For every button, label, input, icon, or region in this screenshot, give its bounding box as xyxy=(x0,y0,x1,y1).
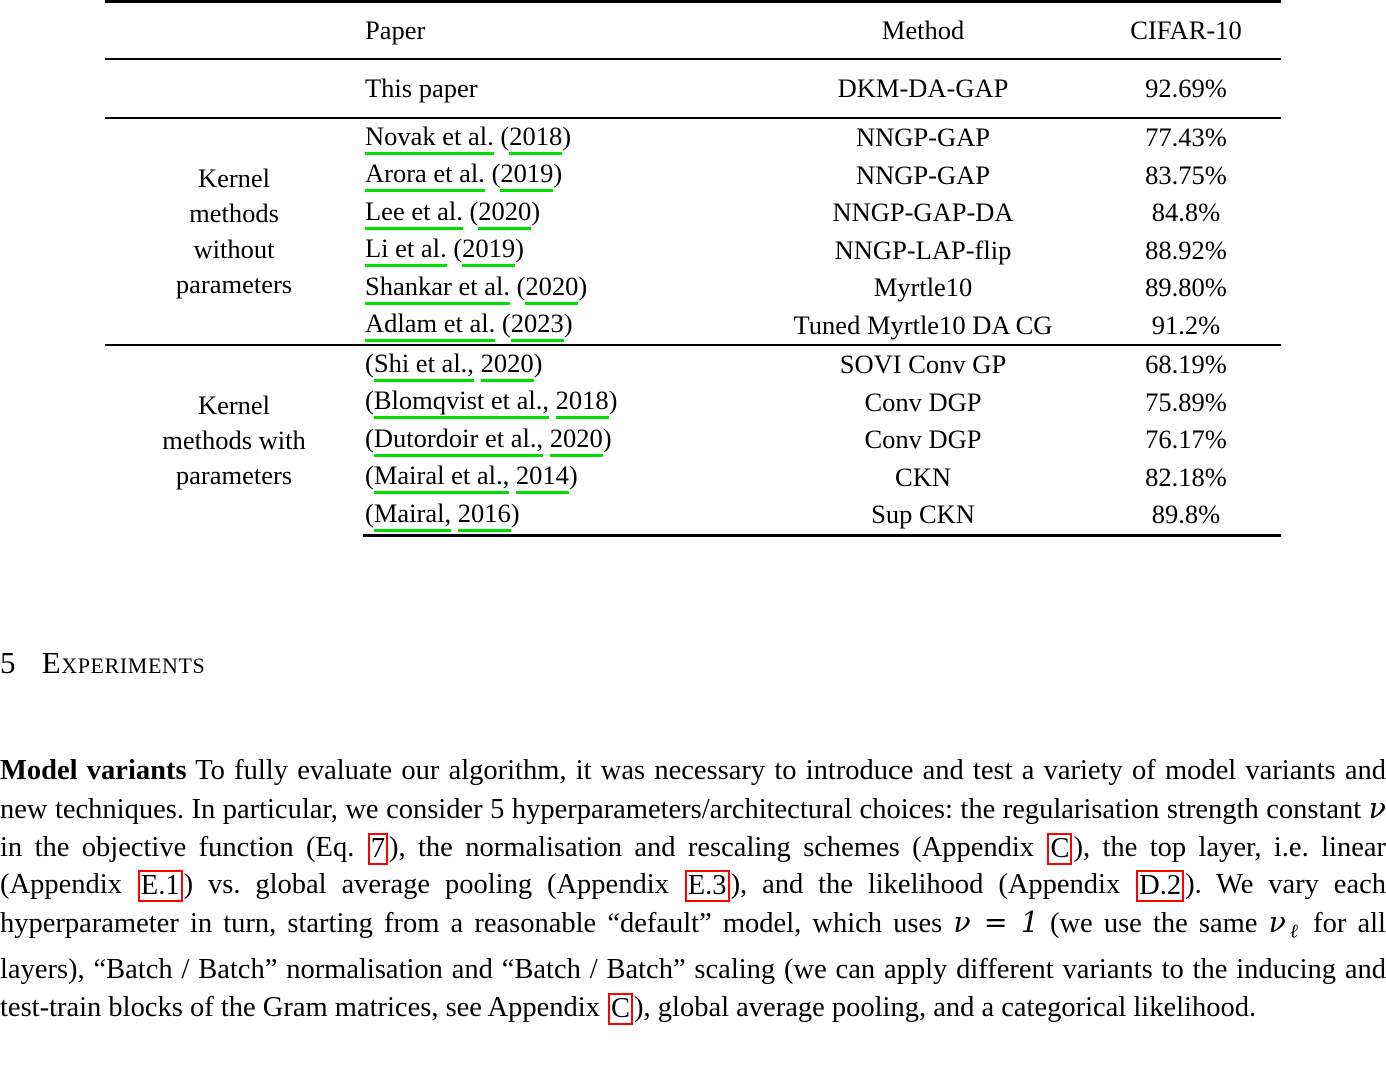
accuracy-cell: 83.75% xyxy=(1145,159,1227,190)
nu-subscript-ell: ℓ xyxy=(1285,921,1302,943)
header-method: Method xyxy=(755,2,1091,60)
method-cell: NNGP-GAP-DA xyxy=(832,197,1014,228)
citation-paren-close: ) xyxy=(608,385,618,416)
citation-paren-close: ) xyxy=(562,120,572,151)
method-cell: NNGP-GAP xyxy=(755,118,1091,157)
citation-separator xyxy=(451,498,458,528)
accuracy-cell: 88.92% xyxy=(1145,234,1227,265)
citation-year-link[interactable]: 2023 xyxy=(511,310,564,342)
paragraph-text: ). We vary each hyperparameter in turn, starting from a reasonable “default” model, which uses xyxy=(0,869,1386,940)
citation-year-link[interactable]: 2016 xyxy=(458,500,511,532)
citation-year-link[interactable]: 2019 xyxy=(500,160,553,192)
method-cell: NNGP-LAP-flip xyxy=(834,234,1012,265)
citation-separator xyxy=(543,423,550,453)
header-accuracy: CIFAR-10 xyxy=(1091,2,1281,60)
citation-cell[interactable] xyxy=(363,384,755,422)
accuracy-cell: 82.18% xyxy=(1145,461,1227,492)
section-title: Experiments xyxy=(41,645,206,680)
citation-paren-open: ( xyxy=(365,497,374,528)
group-label-with-parameters xyxy=(105,345,363,535)
appendix-reference-link[interactable]: E.1 xyxy=(138,870,183,902)
citation-cell[interactable] xyxy=(363,496,755,535)
accuracy-cell: 77.43% xyxy=(1091,118,1281,157)
citation-paren-close: ) xyxy=(533,347,543,378)
accuracy-cell: 76.17% xyxy=(1145,424,1227,455)
nu-equals-one-equation: ν = 1 xyxy=(953,906,1039,940)
citation-cell[interactable] xyxy=(363,345,755,384)
paragraph-text: ), and the likelihood (Appendix xyxy=(730,869,1136,901)
citation-cell[interactable] xyxy=(363,118,755,157)
method-cell: NNGP-GAP xyxy=(856,159,990,190)
appendix-reference-link[interactable]: D.2 xyxy=(1136,870,1184,902)
method-cell: CKN xyxy=(895,461,951,492)
section-number: 5 xyxy=(0,645,16,680)
citation-cell[interactable] xyxy=(363,194,755,232)
citation-year-link[interactable]: 2019 xyxy=(462,235,515,267)
citation-paren-open: ( xyxy=(462,195,479,226)
method-cell: SOVI Conv GP xyxy=(755,345,1091,384)
method-cell: Conv DGP xyxy=(864,424,982,455)
method-cell: Sup CKN xyxy=(755,496,1091,535)
citation-paren-open: ( xyxy=(493,120,510,151)
group-label-line: parameters xyxy=(175,460,293,491)
header-paper: Paper xyxy=(363,2,755,60)
table-row xyxy=(105,118,1281,157)
group-label-line: methods xyxy=(189,198,279,229)
this-paper-accuracy: 92.69% xyxy=(1091,59,1281,118)
this-paper-group-blank xyxy=(105,59,363,118)
group-label-line: Kernel xyxy=(197,389,271,420)
accuracy-cell: 84.8% xyxy=(1151,197,1221,228)
accuracy-cell: 89.80% xyxy=(1145,272,1227,303)
paragraph-text: To fully evaluate our algorithm, it was necessary to introduce and test a variety of model variants and new techniques. In particular, we consider 5 hyperparameters/architectural choices: the regularisation strength constant xyxy=(0,755,1386,825)
citation-year-link[interactable]: 2020 xyxy=(525,273,578,305)
body-paragraph xyxy=(0,752,1386,1027)
citation-paren-open: ( xyxy=(365,422,374,453)
citation-author-link[interactable]: Li et al. xyxy=(365,235,447,267)
header-group-blank xyxy=(105,2,363,60)
citation-paren-close: ) xyxy=(510,497,520,528)
table-row-this-paper xyxy=(105,59,1281,118)
citation-year-link[interactable]: 2018 xyxy=(556,387,609,419)
citation-year-link[interactable]: 2014 xyxy=(516,462,569,494)
citation-cell[interactable] xyxy=(363,157,755,195)
citation-author-link[interactable]: Mairal, xyxy=(374,500,451,532)
paragraph-text: ) vs. global average pooling (Appendix xyxy=(183,869,684,901)
citation-author-link[interactable]: Adlam et al. xyxy=(365,310,495,342)
paragraph-text: in the objective function (Eq. xyxy=(0,831,367,863)
citation-cell[interactable] xyxy=(363,307,755,346)
citation-paren-close: ) xyxy=(602,422,612,453)
citation-author-link[interactable]: Novak et al. xyxy=(365,123,494,155)
accuracy-cell: 91.2% xyxy=(1151,309,1221,340)
citation-separator xyxy=(509,460,516,490)
appendix-reference-link[interactable]: C xyxy=(1047,833,1072,865)
method-cell: Tuned Myrtle10 DA CG xyxy=(793,309,1053,340)
citation-paren-open: ( xyxy=(365,460,374,491)
group-label-line: without xyxy=(193,233,275,264)
citation-cell[interactable] xyxy=(363,421,755,459)
table-header-row xyxy=(105,2,1281,60)
appendix-reference-link[interactable]: C xyxy=(608,993,633,1025)
citation-author-link[interactable]: Arora et al. xyxy=(365,160,485,192)
accuracy-cell: 75.89% xyxy=(1145,386,1227,417)
citation-cell[interactable] xyxy=(363,232,755,270)
nu-symbol: ν xyxy=(1268,906,1286,940)
this-paper-method: DKM-DA-GAP xyxy=(755,59,1091,118)
citation-paren-close: ) xyxy=(568,460,578,491)
citation-paren-open: ( xyxy=(365,347,374,378)
accuracy-cell: 68.19% xyxy=(1091,345,1281,384)
table-row xyxy=(105,345,1281,384)
group-label-line: methods with xyxy=(162,424,306,455)
citation-paren-close: ) xyxy=(531,195,541,226)
citation-cell[interactable] xyxy=(363,269,755,307)
accuracy-cell: 89.8% xyxy=(1091,496,1281,535)
method-cell: Conv DGP xyxy=(864,386,982,417)
paragraph-lead-in: Model variants xyxy=(0,755,187,786)
citation-year-link[interactable]: 2018 xyxy=(509,123,562,155)
this-paper-label: This paper xyxy=(363,59,755,118)
citation-separator xyxy=(474,348,481,378)
nu-symbol: ν xyxy=(1368,791,1386,825)
citation-paren-close: ) xyxy=(578,270,588,301)
paragraph-text: ), global average pooling, and a categorical likelihood. xyxy=(634,992,1257,1024)
method-cell: Myrtle10 xyxy=(873,272,973,303)
group-label-line: parameters xyxy=(175,268,293,299)
citation-cell[interactable] xyxy=(363,459,755,497)
results-table xyxy=(105,0,1281,537)
appendix-reference-link[interactable]: E.3 xyxy=(685,870,730,902)
citation-paren-open: ( xyxy=(484,158,501,189)
citation-author-link[interactable]: Lee et al. xyxy=(365,198,463,230)
citation-separator xyxy=(549,385,556,415)
citation-paren-close: ) xyxy=(563,308,573,339)
table-body xyxy=(105,2,1281,536)
paragraph-text: for all layers), “Batch / Batch” normalisation and “Batch / Batch” scaling (we can apply different variants to the inducing and test-train blocks of the Gram matrices, see Appendix xyxy=(0,908,1386,1024)
citation-year-link[interactable]: 2020 xyxy=(550,425,603,457)
paragraph-text: ), the top layer, i.e. linear (Appendix xyxy=(0,831,1386,901)
citation-paren-open: ( xyxy=(365,385,374,416)
group-label-without-parameters xyxy=(105,118,363,345)
citation-paren-close: ) xyxy=(515,233,524,264)
citation-paren-close: ) xyxy=(553,158,563,189)
citation-author-link[interactable]: Blomqvist et al., xyxy=(374,387,549,419)
citation-author-link[interactable]: Dutordoir et al., xyxy=(374,425,543,457)
citation-author-link[interactable]: Shi et al., xyxy=(374,350,474,382)
paragraph-text: ), the normalisation and rescaling schemes (Appendix xyxy=(388,831,1047,863)
section-heading xyxy=(0,645,205,681)
citation-paren-open: ( xyxy=(509,270,526,301)
citation-year-link[interactable]: 2020 xyxy=(481,350,534,382)
paragraph-text: (we use the same xyxy=(1038,908,1269,940)
citation-paren-open: ( xyxy=(495,308,511,339)
citation-paren-open: ( xyxy=(446,233,463,264)
results-table-container xyxy=(105,0,1281,537)
citation-author-link[interactable]: Mairal et al., xyxy=(374,462,509,494)
group-label-line: Kernel xyxy=(197,163,271,194)
citation-author-link[interactable]: Shankar et al. xyxy=(365,273,510,305)
citation-year-link[interactable]: 2020 xyxy=(478,198,531,230)
equation-reference-link[interactable]: 7 xyxy=(368,833,388,865)
